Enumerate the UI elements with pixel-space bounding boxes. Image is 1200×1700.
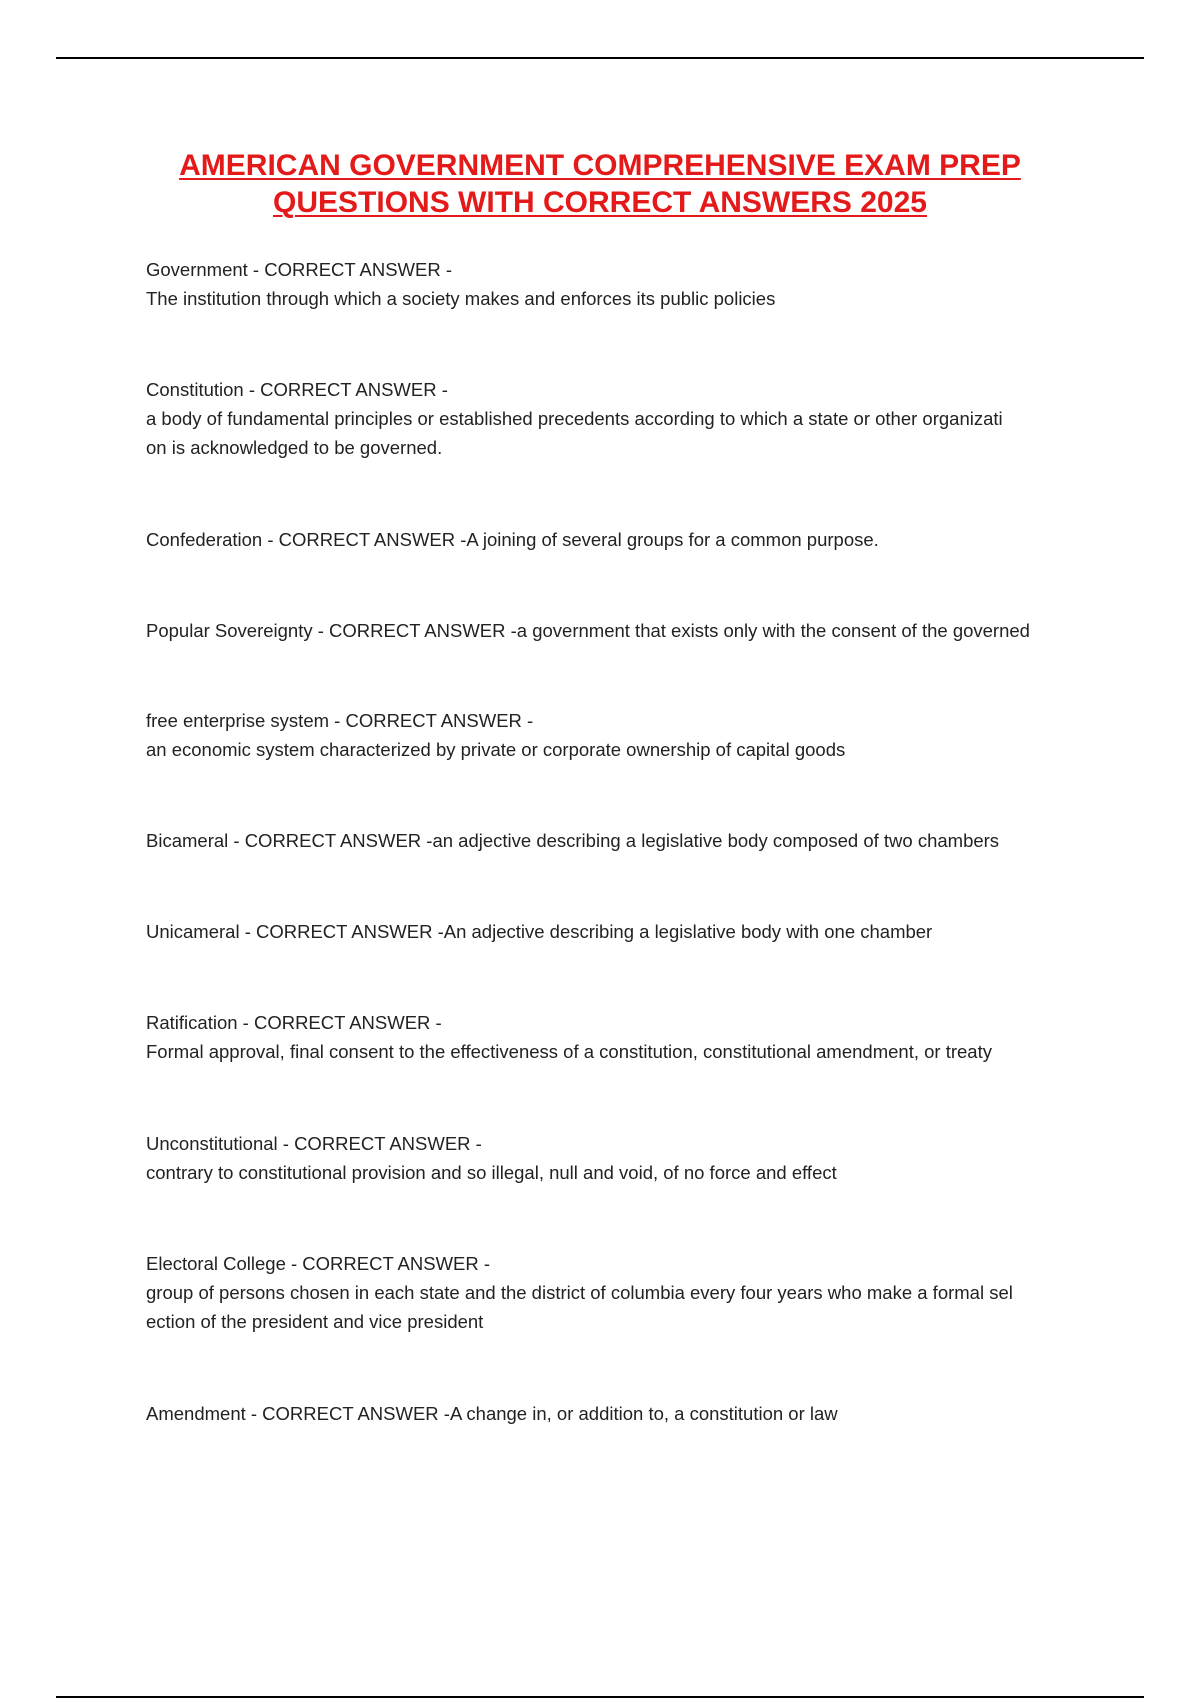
entry-line: Unconstitutional - CORRECT ANSWER - [146,1133,482,1154]
entry-line: on is acknowledged to be governed. [146,437,443,458]
bottom-divider [56,1696,1144,1698]
entry-line: Amendment - CORRECT ANSWER -A change in, or addition to, a constitution or law [146,1403,838,1424]
title-line-1: AMERICAN GOVERNMENT COMPREHENSIVE EXAM PREP [179,149,1021,182]
qa-entry-electoral-college [146,1249,1086,1336]
entry-line: free enterprise system - CORRECT ANSWER - [146,710,534,731]
page-title [100,147,1100,221]
qa-entry-unicameral [146,917,1086,946]
entry-line: Electoral College - CORRECT ANSWER - [146,1253,491,1274]
entry-line: Government - CORRECT ANSWER - [146,259,452,280]
entry-line: Bicameral - CORRECT ANSWER -an adjective describing a legislative body composed of two chambers [146,830,1000,851]
entry-line: an economic system characterized by private or corporate ownership of capital goods [146,739,846,760]
top-divider [56,57,1144,59]
qa-entry-ratification [146,1008,1086,1066]
entry-line: Constitution - CORRECT ANSWER - [146,379,448,400]
qa-entry-bicameral [146,826,1086,855]
qa-entry-amendment [146,1399,1086,1428]
entry-line: ection of the president and vice president [146,1311,484,1332]
entry-line: Formal approval, final consent to the effectiveness of a constitution, constitutional amendment, or treaty [146,1041,992,1062]
entry-line: group of persons chosen in each state and the district of columbia every four years who make a formal sel [146,1282,1013,1303]
qa-entry-constitution [146,375,1086,462]
qa-entry-government [146,255,1086,313]
qa-entry-popular-sovereignty [146,616,1086,645]
entry-line: The institution through which a society makes and enforces its public policies [146,288,776,309]
entry-line: a body of fundamental principles or established precedents according to which a state or other organizati [146,408,1003,429]
qa-entry-unconstitutional [146,1129,1086,1187]
qa-entry-confederation [146,525,1086,554]
qa-entry-free-enterprise-system [146,706,1086,764]
title-line-2: QUESTIONS WITH CORRECT ANSWERS 2025 [273,186,927,219]
entry-line: Unicameral - CORRECT ANSWER -An adjective describing a legislative body with one chamber [146,921,933,942]
entry-line: Popular Sovereignty - CORRECT ANSWER -a government that exists only with the consent of the governed [146,620,1030,641]
entry-line: contrary to constitutional provision and so illegal, null and void, of no force and effect [146,1162,837,1183]
entry-line: Ratification - CORRECT ANSWER - [146,1012,442,1033]
entry-line: Confederation - CORRECT ANSWER -A joining of several groups for a common purpose. [146,529,879,550]
